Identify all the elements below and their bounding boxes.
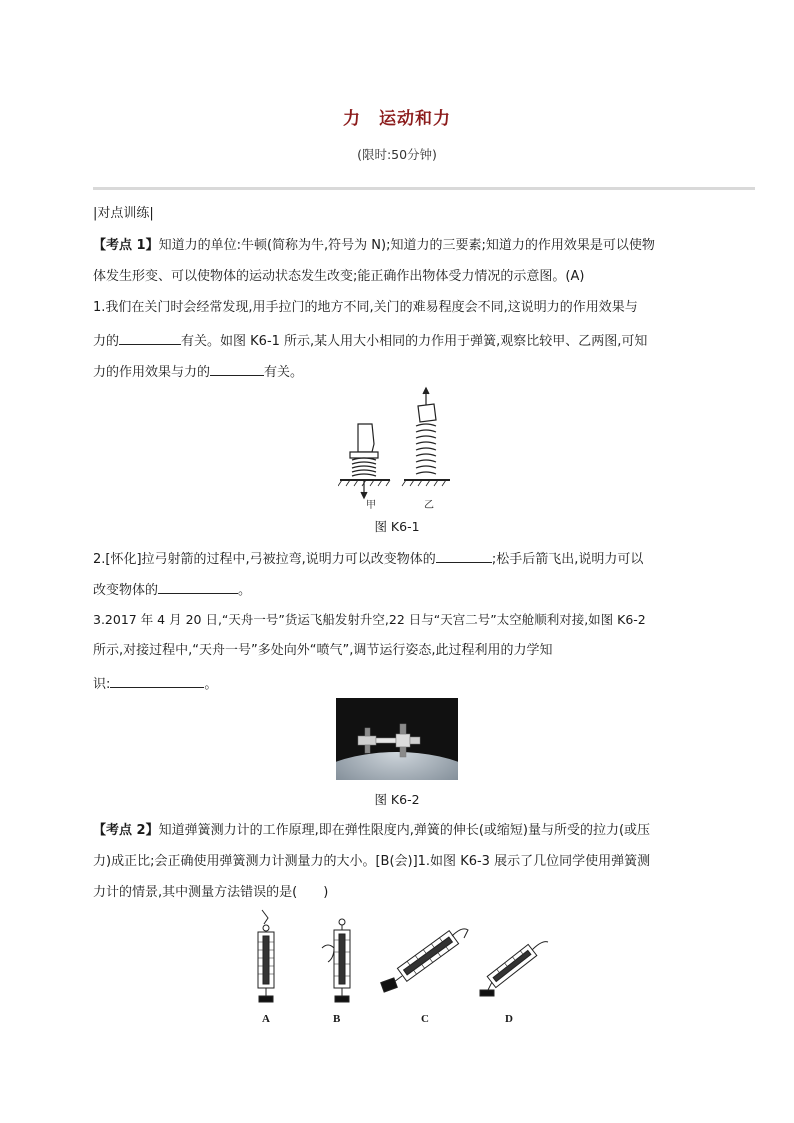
q2-blank-1[interactable]: [436, 549, 492, 563]
space-station-photo-k6-2: [336, 698, 458, 780]
scale-a: [258, 910, 274, 1002]
q3-text-b: 。: [204, 677, 218, 692]
kaodian2-tag: 【考点 2】: [93, 823, 159, 838]
q2-text-b: ;松手后箭飞出,说明力可以: [491, 552, 644, 567]
option-d-label: D: [505, 1013, 513, 1025]
q1-blank-1[interactable]: [119, 331, 181, 345]
scale-b: [322, 919, 350, 1002]
q2-text-c: 改变物体的: [93, 583, 159, 598]
q1-line3: [93, 362, 705, 381]
kaodian2-line2: 力)成正比;会正确使用弹簧测力计测量力的大小。[B(会)]1.如图 K6-3 展示了几位同学使用弹簧测: [93, 854, 651, 869]
q1-line2: [93, 331, 705, 350]
option-a-label: A: [262, 1013, 270, 1025]
fig2-caption: 图 K6-2: [374, 792, 420, 807]
q1-text-d: 有关。: [264, 365, 304, 380]
page-title: 力 运动和力: [343, 109, 451, 129]
kaodian1-tag: 【考点 1】: [93, 238, 159, 253]
q1-blank-2[interactable]: [210, 362, 264, 376]
fig1-caption: 图 K6-1: [374, 519, 420, 534]
q2-blank-2[interactable]: [158, 580, 238, 594]
q2-line2: [93, 580, 705, 599]
kaodian1-line1: [93, 238, 705, 254]
q3-line3: [93, 674, 705, 693]
time-limit: (限时:50分钟): [357, 147, 437, 162]
spring-yi: [402, 388, 450, 486]
q3-line1: 3.2017 年 4 月 20 日,“天舟一号”货运飞船发射升空,22 日与“天宫二号”太空舱顺利对接,如图 K6-2: [93, 612, 646, 627]
q3-text-a: 识:: [93, 677, 111, 692]
q3-line2: 所示,对接过程中,“天舟一号”多处向外“喷气”,调节运行姿态,此过程利用的力学知: [93, 643, 553, 658]
section-label: |对点训练|: [93, 206, 154, 221]
option-b-label: B: [333, 1013, 341, 1025]
kaodian1-line2: 体发生形变、可以使物体的运动状态发生改变;能正确作出物体受力情况的示意图。(A): [93, 269, 585, 284]
q1-line1: 1.我们在关门时会经常发现,用手拉门的地方不同,关门的难易程度会不同,这说明力的作用效果与: [93, 300, 638, 315]
fig1-label-jia: 甲: [366, 500, 376, 511]
q2-text-d: 。: [238, 583, 252, 598]
spring-figure-k6-1: [338, 386, 458, 514]
q2-text-a: 2.[怀化]拉弓射箭的过程中,弓被拉弯,说明力可以改变物体的: [93, 552, 436, 567]
q1-text-b: 有关。如图 K6-1 所示,某人用大小相同的力作用于弹簧,观察比较甲、乙两图,可知: [181, 334, 648, 349]
kaodian2-line3: 力计的情景,其中测量方法错误的是( ): [93, 885, 329, 900]
scale-c: [381, 929, 468, 992]
option-c-label: C: [421, 1013, 429, 1025]
kaodian2-text1: 知道弹簧测力计的工作原理,即在弹性限度内,弹簧的伸长(或缩短)量与所受的拉力(或压: [158, 823, 651, 838]
q1-text-c: 力的作用效果与力的: [93, 365, 211, 380]
kaodian2-line1: [93, 823, 705, 839]
header-divider: [93, 187, 755, 190]
spring-scales-figure: [238, 908, 554, 1008]
q2-line1: [93, 549, 705, 568]
fig1-label-yi: 乙: [424, 500, 434, 511]
kaodian1-text1: 知道力的单位:牛顿(简称为牛,符号为 N);知道力的三要素;知道力的作用效果是可以使物: [158, 238, 655, 253]
scale-d: [480, 942, 548, 996]
q1-text-a: 力的: [93, 334, 120, 349]
spring-jia: [338, 424, 390, 498]
q3-blank[interactable]: [110, 674, 204, 688]
